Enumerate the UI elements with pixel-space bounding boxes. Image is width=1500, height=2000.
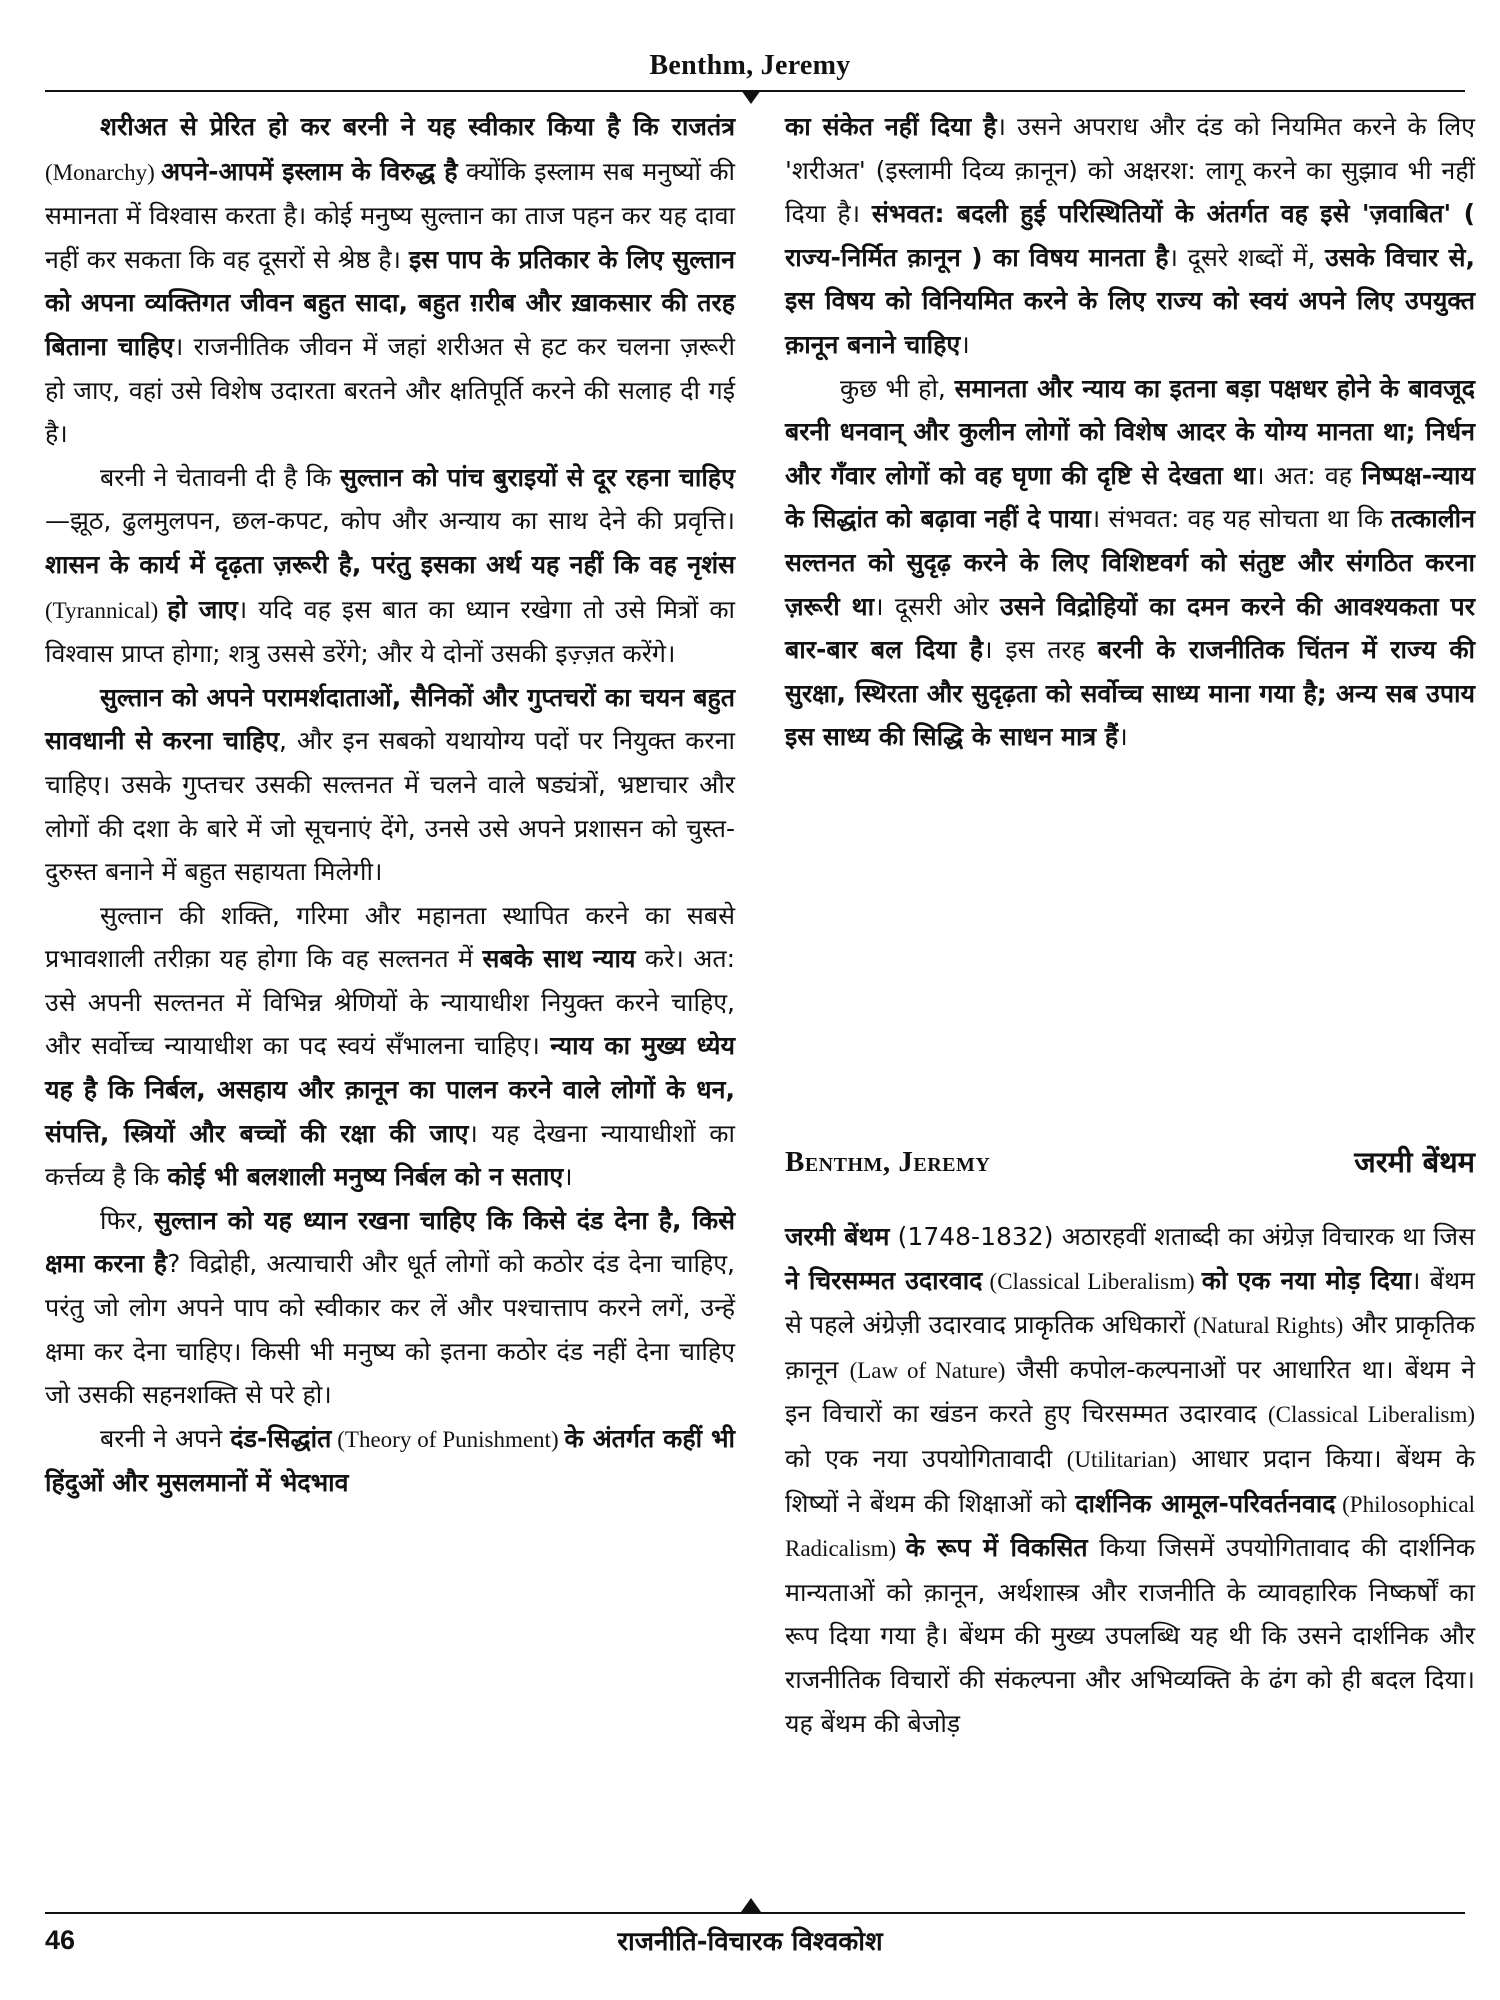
header-rule-marker bbox=[741, 90, 761, 104]
paragraph: का संकेत नहीं दिया है। उसने अपराध और दंड को नियमित करने के लिए 'शरीअत' (इस्लामी दिव्य क़ानून) को अक्षरश: लागू करने का सुझाव भी नहीं दिया है। संभवत: बदली हुई परिस्थितियों के अंतर्गत वह इसे 'ज़वाबित' ( राज्य-निर्मित क़ानून ) का विषय मानता है। दूसरे शब्दों में, उसके विचार से, इस विषय को विनियमित करने के लिए राज्य को स्वयं अपने लिए उपयुक्त क़ानून बनाने चाहिए। bbox=[785, 112, 1476, 359]
book-title: राजनीति-विचारक विश्वकोश bbox=[617, 1927, 883, 1957]
page-number: 46 bbox=[45, 1925, 76, 1955]
paragraph: सुल्तान को अपने परामर्शदाताओं, सैनिकों और गुप्तचरों का चयन बहुत सावधानी से करना चाहिए, और इन सबको यथायोग्य पदों पर नियुक्त करना चाहिए। उसके गुप्तचर उसकी सल्तनत में चलने वाले षड्यंत्रों, भ्रष्टाचार और लोगों की दशा के बारे में जो सूचनाएं देंगे, उनसे उसे अपने प्रशासन को चुस्त-दुरुस्त बनाने में बहुत सहायता मिलेगी। bbox=[45, 682, 735, 887]
paragraph: कुछ भी हो, समानता और न्याय का इतना बड़ा पक्षधर होने के बावजूद बरनी धनवान् और कुलीन लोगों को विशेष आदर के योग्य मानता था; निर्धन और गँवार लोगों को वह घृणा की दृष्टि से देखता था। अत: वह निष्पक्ष-न्याय के सिद्धांत को बढ़ावा नहीं दे पाया। संभवत: वह यह सोचता था कि तत्कालीन सल्तनत को सुदृढ़ करने के लिए विशिष्टवर्ग को संतुष्ट और संगठित करना ज़रूरी था। दूसरी ओर उसने विद्रोहियों का दमन करने की आवश्यकता पर बार-बार बल दिया है। इस तरह बरनी के राजनीतिक चिंतन में राज्य की सुरक्षा, स्थिरता और सुदृढ़ता को सर्वोच्च साध्य माना गया है; अन्य सब उपाय इस साध्य की सिद्धि के साधन मात्र हैं। bbox=[785, 373, 1476, 752]
paragraph: बरनी ने अपने दंड-सिद्धांत (Theory of Punishment) के अंतर्गत कहीं भी हिंदुओं और मुसलमानों में भेदभाव bbox=[45, 1423, 735, 1498]
running-head: Benthm, Jeremy bbox=[649, 50, 851, 81]
paragraph: बरनी ने चेतावनी दी है कि सुल्तान को पांच बुराइयों से दूर रहना चाहिए—झूठ, ढुलमुलपन, छल-कपट, कोप और अन्याय का साथ देने की प्रवृत्ति। शासन के कार्य में दृढ़ता ज़रूरी है, परंतु इसका अर्थ यह नहीं कि वह नृशंस (Tyrannical) हो जाए। यदि वह इस बात का ध्यान रखेगा तो उसे मित्रों का विश्वास प्राप्त होगा; शत्रु उससे डरेंगे; और ये दोनों उसकी इज़्ज़त करेंगे। bbox=[45, 462, 736, 669]
entry-heading bbox=[785, 1140, 1475, 1190]
entry-title-hindi: जरमी बेंथम bbox=[1354, 1145, 1475, 1179]
paragraph: फिर, सुल्तान को यह ध्यान रखना चाहिए कि किसे दंड देना है, किसे क्षमा करना है? विद्रोही, अत्याचारी और धूर्त लोगों को कठोर दंड देना चाहिए, परंतु जो लोग अपने पाप को स्वीकार कर लें और पश्चात्ताप करने लगें, उन्हें क्षमा कर देना चाहिए। किसी भी मनुष्य को इतना कठोर दंड नहीं देना चाहिए जो उसकी सहनशक्ति से परे हो। bbox=[45, 1205, 735, 1410]
left-column bbox=[45, 105, 735, 1505]
footer-rule-marker bbox=[741, 1898, 761, 1912]
entry-body bbox=[785, 1215, 1475, 1745]
entry-title-english: Benthm, Jeremy bbox=[785, 1146, 991, 1178]
paragraph: जरमी बेंथम (1748-1832) अठारहवीं शताब्दी का अंग्रेज़ विचारक था जिस ने चिरसम्मत उदारवाद (Classical Liberalism) को एक नया मोड़ दिया। बेंथम से पहले अंग्रेज़ी उदारवाद प्राकृतिक अधिकारों (Natural Rights) और प्राकृतिक क़ानून (Law of Nature) जैसी कपोल-कल्पनाओं पर आधारित था। बेंथम ने इन विचारों का खंडन करते हुए चिरसम्मत उदारवाद (Classical Liberalism) को एक नया उपयोगितावादी (Utilitarian) आधार प्रदान किया। बेंथम के शिष्यों ने बेंथम की शिक्षाओं को दार्शनिक आमूल-परिवर्तनवाद (Philosophical Radicalism) के रूप में विकसित किया जिसमें उपयोगितावाद की दार्शनिक मान्यताओं को क़ानून, अर्थशास्त्र और राजनीति के व्यावहारिक निष्कर्षों का रूप दिया गया है। बेंथम की मुख्य उपलब्धि यह थी कि उसने दार्शनिक और राजनीतिक विचारों की संकल्पना और अभिव्यक्ति के ढंग को ही बदल दिया। यह बेंथम की बेजोड़ bbox=[785, 1222, 1476, 1738]
paragraph: शरीअत से प्रेरित हो कर बरनी ने यह स्वीकार किया है कि राजतंत्र (Monarchy) अपने-आपमें इस्लाम के विरुद्ध है क्योंकि इस्लाम सब मनुष्यों की समानता में विश्वास करता है। कोई मनुष्य सुल्तान का ताज पहन कर यह दावा नहीं कर सकता कि वह दूसरों से श्रेष्ठ है। इस पाप के प्रतिकार के लिए सुल्तान को अपना व्यक्तिगत जीवन बहुत सादा, बहुत ग़रीब और ख़ाकसार की तरह बिताना चाहिए। राजनीतिक जीवन में जहां शरीअत से हट कर चलना ज़रूरी हो जाए, वहां उसे विशेष उदारता बरतने और क्षतिपूर्ति करने की सलाह दी गई है। bbox=[45, 112, 735, 449]
right-column bbox=[785, 105, 1475, 759]
paragraph: सुल्तान की शक्ति, गरिमा और महानता स्थापित करने का सबसे प्रभावशाली तरीक़ा यह होगा कि वह सल्तनत में सबके साथ न्याय करे। अत: उसे अपनी सल्तनत में विभिन्न श्रेणियों के न्यायाधीश नियुक्त करने चाहिए, और सर्वोच्च न्यायाधीश का पद स्वयं सँभालना चाहिए। न्याय का मुख्य ध्येय यह है कि निर्बल, असहाय और क़ानून का पालन करने वाले लोगों के धन, संपत्ति, स्त्रियों और बच्चों की रक्षा की जाए। यह देखना न्यायाधीशों का कर्त्तव्य है कि कोई भी बलशाली मनुष्य निर्बल को न सताए। bbox=[45, 900, 735, 1192]
footer-rule bbox=[45, 1912, 1465, 1914]
